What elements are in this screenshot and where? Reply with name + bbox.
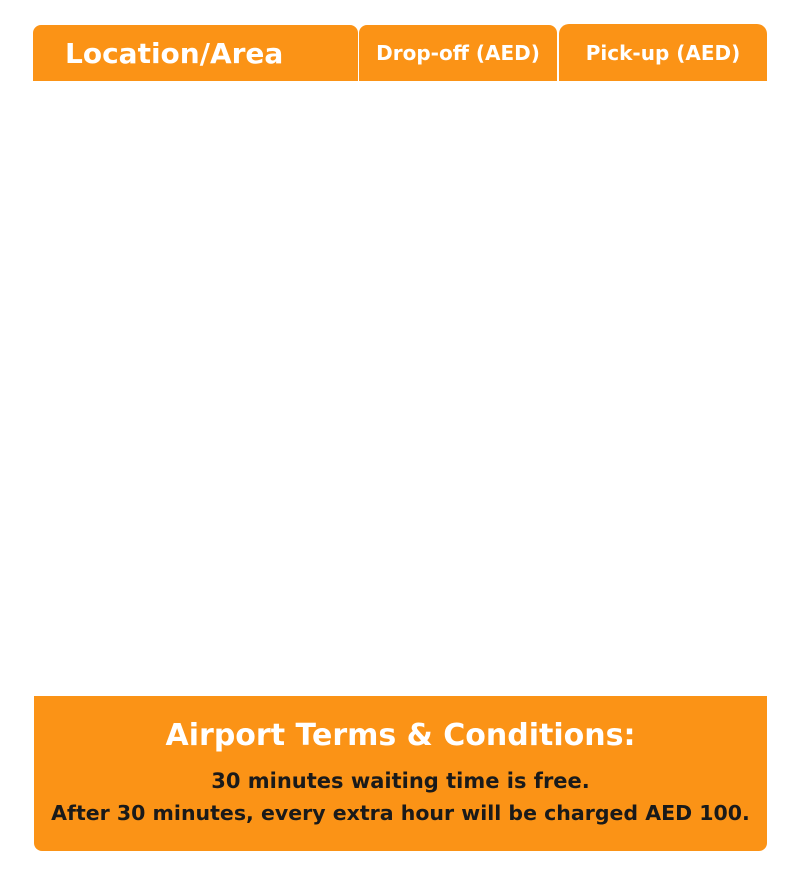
location-area-column-header [33,25,358,81]
terms-free-waiting-text: 30 minutes waiting time is free. [211,769,590,793]
terms-extra-hour-charge-text: After 30 minutes, every extra hour will be charged AED 100. [51,801,750,825]
rates-table-header [33,24,767,81]
dropoff-column-header [359,25,557,81]
pickup-header-label: Pick-up (AED) [585,40,741,65]
pickup-column-header [559,24,767,81]
location-area-header-label: Location/Area [65,36,284,70]
rates-table-body [33,81,767,681]
airport-terms-box [34,696,767,851]
dropoff-header-label: Drop-off (AED) [376,41,540,65]
terms-title: Airport Terms & Conditions: [165,718,636,753]
